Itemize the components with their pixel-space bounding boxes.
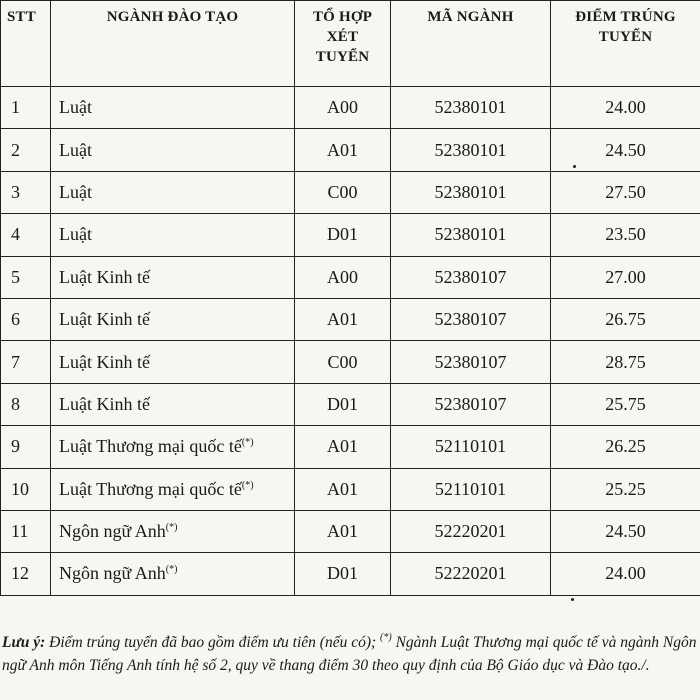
cell-program (51, 341, 295, 383)
cell-program (51, 510, 295, 552)
table-row (1, 383, 700, 425)
table-row (1, 426, 700, 468)
cell-score (551, 298, 700, 340)
cell-stt-text: 7 (11, 351, 20, 372)
footnote (2, 626, 698, 677)
cell-stt-text: 4 (11, 224, 20, 245)
cell-score (551, 341, 700, 383)
cell-program-text: Ngôn ngữ Anh (59, 521, 166, 542)
header-combo-line3: TUYỂN (315, 49, 370, 65)
cell-program (51, 553, 295, 595)
cell-stt-text: 1 (11, 97, 20, 118)
cell-score-text: 25.75 (605, 393, 646, 414)
cell-stt (1, 341, 51, 383)
cell-score-text: 24.50 (605, 521, 646, 542)
cell-score (551, 171, 700, 213)
cell-code-text: 52380101 (434, 97, 507, 118)
cell-code-text: 52380107 (434, 266, 507, 287)
cell-combo (295, 129, 391, 171)
cell-code (391, 510, 551, 552)
table-row (1, 341, 700, 383)
cell-stt (1, 256, 51, 298)
cell-program-text: Luật (59, 139, 92, 160)
header-score-line1: ĐIỂM TRÚNG (575, 9, 676, 25)
cell-program (51, 468, 295, 510)
cell-program (51, 214, 295, 256)
table-header-row (1, 1, 700, 87)
table-row (1, 171, 700, 213)
cell-combo (295, 426, 391, 468)
cell-code-text: 52110101 (434, 436, 507, 457)
cell-score (551, 383, 700, 425)
cell-program (51, 171, 295, 213)
cell-program-text: Ngôn ngữ Anh (59, 563, 166, 584)
header-combo-line2: XÉT (326, 29, 359, 45)
cell-score-text: 24.50 (605, 139, 646, 160)
header-combo-line1: TỔ HỢP (312, 9, 373, 25)
cell-score-text: 26.75 (605, 309, 646, 330)
cell-code (391, 383, 551, 425)
cell-stt-text: 9 (11, 436, 20, 457)
cell-stt (1, 553, 51, 595)
cell-score-text: 27.50 (605, 181, 646, 202)
cell-program (51, 298, 295, 340)
cell-program-text: Luật (59, 181, 92, 202)
cell-stt (1, 383, 51, 425)
cell-program (51, 383, 295, 425)
header-program-text: NGÀNH ĐÀO TẠO (106, 9, 239, 25)
header-program (51, 1, 295, 87)
cell-code (391, 426, 551, 468)
cell-combo-text: A00 (327, 266, 358, 287)
cell-code (391, 129, 551, 171)
cell-stt (1, 129, 51, 171)
cell-code-text: 52380107 (434, 351, 507, 372)
cell-combo (295, 510, 391, 552)
cell-score (551, 510, 700, 552)
cell-combo (295, 341, 391, 383)
cell-score-text: 24.00 (605, 97, 646, 118)
header-score (551, 1, 700, 87)
cell-stt (1, 171, 51, 213)
table-row (1, 298, 700, 340)
cell-stt (1, 510, 51, 552)
cell-code (391, 468, 551, 510)
cell-stt-text: 3 (11, 181, 20, 202)
cell-score (551, 256, 700, 298)
footnote-mark: (*) (165, 522, 178, 534)
table-row (1, 214, 700, 256)
cell-combo-text: A01 (327, 309, 358, 330)
cell-code (391, 87, 551, 129)
cell-score-text: 23.50 (605, 224, 646, 245)
cell-program-text: Luật Kinh tế (59, 351, 150, 372)
cell-code-text: 52380101 (434, 139, 507, 160)
cell-stt-text: 8 (11, 393, 20, 414)
cell-code-text: 52380101 (434, 224, 507, 245)
cell-code (391, 553, 551, 595)
cell-score-text: 25.25 (605, 478, 646, 499)
scan-speck (573, 165, 576, 168)
cell-combo-text: C00 (327, 181, 358, 202)
cell-combo (295, 171, 391, 213)
cell-stt-text: 6 (11, 309, 20, 330)
cell-combo-text: D01 (327, 563, 358, 584)
cell-program-text: Luật (59, 97, 92, 118)
cell-stt-text: 11 (11, 521, 29, 542)
cell-score-text: 28.75 (605, 351, 646, 372)
cell-code-text: 52380101 (434, 181, 507, 202)
cell-code-text: 52110101 (434, 478, 507, 499)
header-score-line2: TUYỂN (598, 29, 653, 45)
cell-combo (295, 214, 391, 256)
header-stt-text: STT (7, 9, 36, 25)
cell-score (551, 214, 700, 256)
cell-combo-text: C00 (327, 351, 358, 372)
footnote-label: Lưu ý: (2, 634, 46, 651)
cell-stt (1, 426, 51, 468)
cell-combo-text: D01 (327, 393, 358, 414)
scan-speck (571, 598, 574, 601)
cell-program-text: Luật Kinh tế (59, 309, 150, 330)
cell-score (551, 426, 700, 468)
cell-code (391, 298, 551, 340)
cell-program (51, 256, 295, 298)
cell-code-text: 52220201 (434, 521, 507, 542)
cell-code-text: 52380107 (434, 309, 507, 330)
cell-program (51, 426, 295, 468)
cell-combo-text: A01 (327, 478, 358, 499)
cell-combo-text: A00 (327, 97, 358, 118)
cell-code (391, 341, 551, 383)
cell-combo (295, 553, 391, 595)
footnote-mark: (*) (241, 479, 254, 491)
table-row (1, 468, 700, 510)
cell-score-text: 27.00 (605, 266, 646, 287)
cell-combo-text: D01 (327, 224, 358, 245)
cell-stt-text: 5 (11, 266, 20, 287)
cell-program (51, 87, 295, 129)
table-row (1, 553, 700, 595)
table-row (1, 256, 700, 298)
cell-code-text: 52380107 (434, 393, 507, 414)
footnote-mark: (*) (241, 437, 254, 449)
footnote-mark: (*) (380, 632, 392, 643)
footnote-mark: (*) (165, 564, 178, 576)
cell-code (391, 256, 551, 298)
cell-stt (1, 298, 51, 340)
cell-code (391, 214, 551, 256)
table-row (1, 129, 700, 171)
cell-combo-text: A01 (327, 521, 358, 542)
cell-stt (1, 468, 51, 510)
cell-program-text: Luật Kinh tế (59, 266, 150, 287)
cell-program-text: Luật Thương mại quốc tế (59, 436, 242, 457)
cell-combo-text: A01 (327, 436, 358, 457)
cell-score (551, 87, 700, 129)
cell-stt-text: 2 (11, 139, 20, 160)
header-combo (295, 1, 391, 87)
cell-stt-text: 12 (11, 563, 29, 584)
cell-score (551, 468, 700, 510)
header-code (391, 1, 551, 87)
cell-score-text: 24.00 (605, 563, 646, 584)
cell-combo (295, 256, 391, 298)
cell-stt (1, 214, 51, 256)
cell-combo (295, 468, 391, 510)
cell-score-text: 26.25 (605, 436, 646, 457)
table-row (1, 510, 700, 552)
header-code-text: MÃ NGÀNH (427, 9, 514, 25)
cell-program (51, 129, 295, 171)
cell-code (391, 171, 551, 213)
cell-combo-text: A01 (327, 139, 358, 160)
cell-combo (295, 383, 391, 425)
cell-program-text: Luật (59, 224, 92, 245)
footnote-text-2: Ngành Luật Thương mại quốc tế và ngành Ngôn ngữ Anh môn Tiếng Anh tính hệ số 2, quy về thang điểm 30 theo quy định của Bộ Giáo dục và Đào tạo./. (2, 634, 697, 674)
footnote-text-1: Điểm trúng tuyển đã bao gồm điểm ưu tiên (nếu có); (45, 634, 381, 651)
cell-program-text: Luật Kinh tế (59, 393, 150, 414)
cell-program-text: Luật Thương mại quốc tế (59, 478, 242, 499)
cell-combo (295, 87, 391, 129)
cell-code-text: 52220201 (434, 563, 507, 584)
cell-score (551, 553, 700, 595)
cell-stt-text: 10 (11, 478, 29, 499)
header-stt (1, 1, 51, 87)
cell-stt (1, 87, 51, 129)
table-row (1, 87, 700, 129)
cell-combo (295, 298, 391, 340)
